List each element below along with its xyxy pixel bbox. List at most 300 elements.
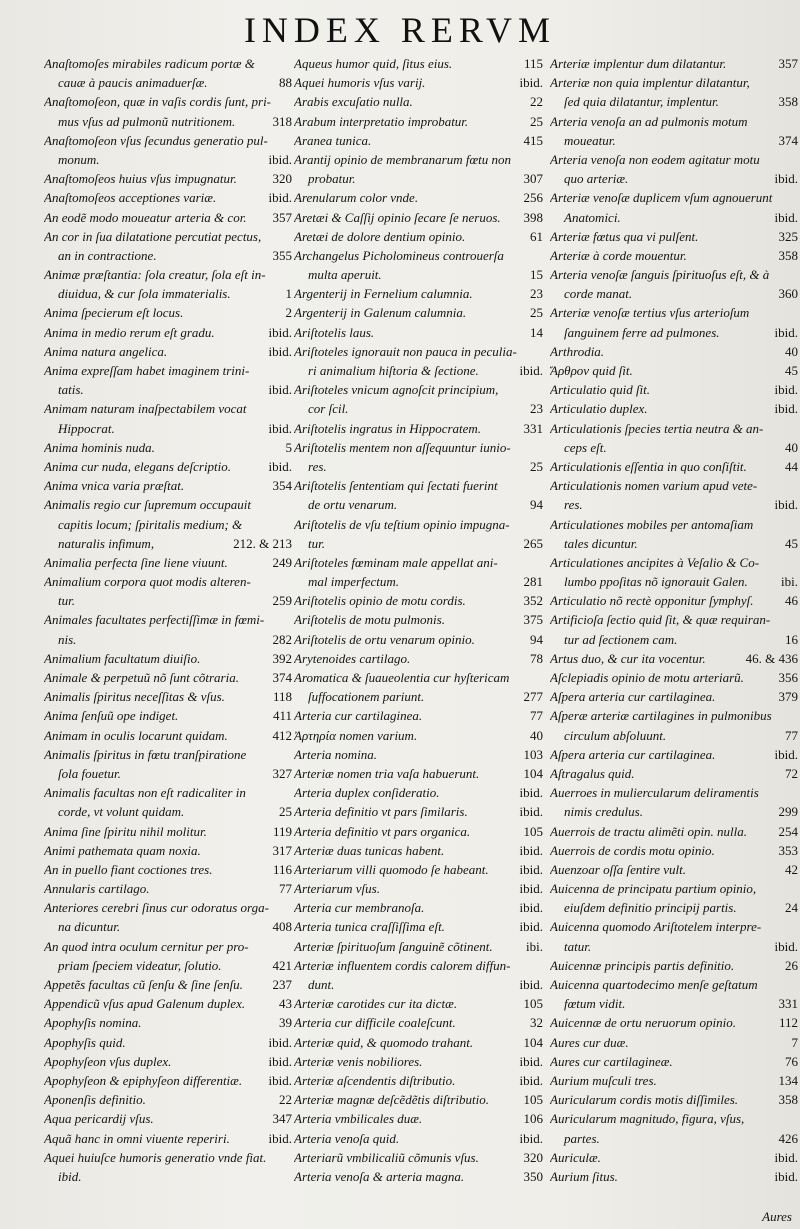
- index-entry-text: Auicenna de principatu partium opinio,: [550, 881, 757, 897]
- index-entry-line: [294, 956, 545, 975]
- index-entry-line: [550, 898, 800, 917]
- index-entry-line: [550, 515, 800, 534]
- index-entry-page-ref: 43: [279, 996, 292, 1012]
- index-entry-line: [44, 534, 294, 553]
- index-entry-page-ref: ibid.: [268, 1072, 292, 1088]
- index-entry-page-ref: 374: [778, 132, 798, 148]
- index-entry-page-ref: 331: [523, 420, 543, 436]
- index-entry-line: [294, 610, 545, 629]
- index-entry-page-ref: ibid.: [774, 746, 798, 762]
- index-entry-line: [550, 994, 800, 1013]
- index-entry-text: An quod intra oculum cernitur per pro-: [44, 938, 249, 954]
- index-entry-line: [550, 879, 800, 898]
- index-entry-page-ref: 44: [785, 458, 798, 474]
- index-entry-line: [550, 917, 800, 936]
- index-entry-text: An eodẽ modo moueatur arteria & cor.: [44, 209, 247, 225]
- index-entry-line: [44, 495, 294, 514]
- index-entry-text: Arteriæ implentur dum dilatantur.: [550, 56, 727, 71]
- index-entry-page-ref: 26: [785, 957, 798, 973]
- index-entry-text: tales dicuntur.: [564, 535, 638, 551]
- index-entry-text: Arteriæ carotides cur ita dictæ.: [294, 996, 458, 1012]
- index-entry-line: [294, 92, 545, 111]
- index-entry-page-ref: 408: [272, 919, 292, 935]
- index-entry-page-ref: 61: [530, 228, 543, 244]
- index-entry-text: Aurium ſitus.: [550, 1168, 618, 1184]
- index-entry-line: [550, 227, 800, 246]
- index-entry-line: [550, 1148, 800, 1167]
- index-entry-page-ref: 45: [785, 363, 798, 378]
- index-entry-text: Hippocrat.: [58, 420, 115, 436]
- index-entry-text: Ariſtotelis mentem non aſſequuntur iunio-: [294, 439, 511, 455]
- index-entry-page-ref: 16: [785, 631, 798, 647]
- index-entry-text: Arabis excuſatio nulla.: [294, 94, 413, 110]
- index-entry-page-ref: ibid.: [268, 151, 292, 167]
- index-entry-line: [44, 879, 294, 898]
- index-entry-line: [550, 706, 800, 725]
- index-entry-text: Aqua pericardij vſus.: [44, 1111, 154, 1127]
- index-entry-text: ſuffocationem pariunt.: [308, 689, 425, 705]
- index-entry-line: [44, 687, 294, 706]
- index-entry-line: [294, 457, 545, 476]
- index-entry-line: [44, 169, 294, 188]
- index-entry-line: [550, 54, 800, 73]
- index-entry-page-ref: ibid.: [519, 881, 543, 897]
- index-entry-page-ref: 22: [530, 94, 543, 110]
- index-entry-line: [294, 860, 545, 879]
- index-entry-page-ref: 40: [785, 343, 798, 359]
- running-head: INDEX RERVM: [243, 10, 557, 50]
- index-entry-line: [550, 937, 800, 956]
- index-entry-page-ref: 299: [778, 804, 798, 820]
- index-entry-page-ref: 358: [778, 94, 798, 110]
- index-entry-text: Anteriores cerebri ſinus cur odoratus orga-: [44, 900, 269, 916]
- index-entry-line: [550, 1109, 800, 1128]
- index-entry-line: [294, 73, 545, 92]
- index-entry-page-ref: 1: [285, 286, 292, 302]
- index-entry-text: tur.: [58, 593, 75, 609]
- index-entry-text: Auicenna quartodecimo menſe geſtatum: [550, 977, 758, 992]
- index-entry-page-ref: 357: [272, 209, 292, 225]
- index-entry-line: [44, 553, 294, 572]
- index-entry-line: [294, 879, 545, 898]
- index-entry-line: [44, 1090, 294, 1109]
- index-entry-line: [294, 188, 545, 207]
- index-entry-line: [550, 687, 800, 706]
- index-entry-page-ref: ibid.: [774, 1168, 798, 1184]
- index-entry-page-ref: 347: [272, 1111, 292, 1127]
- index-entry-line: [294, 112, 545, 131]
- index-entry-text: Anima vnica varia præſtat.: [44, 478, 185, 494]
- index-entry-text: Arteria venoſa non eodem agitatur motu: [550, 151, 760, 167]
- index-entry-text: ſed quia dilatantur, implentur.: [564, 94, 719, 110]
- index-entry-text: naturalis infimum,: [58, 535, 155, 551]
- index-entry-line: [550, 73, 800, 92]
- index-entry-text: Apophyſeon vſus duplex.: [44, 1053, 172, 1069]
- index-entry-text: Anaſtomoſeos huius vſus impugnatur.: [44, 171, 237, 187]
- index-entry-text: Ariſtotelis ſententiam qui ſectati fuerint: [294, 478, 498, 494]
- index-entry-page-ref: 116: [272, 861, 292, 877]
- index-entry-text: res.: [564, 497, 583, 513]
- index-entry-line: [294, 726, 545, 745]
- index-entry-text: eiuſdem definitio principij partis.: [564, 900, 737, 916]
- index-entry-text: Animi pathemata quam noxia.: [44, 842, 201, 858]
- index-entry-line: [44, 457, 294, 476]
- index-entry-line: [294, 131, 545, 150]
- index-entry-page-ref: 356: [778, 670, 798, 685]
- index-entry-text: Artus duo, & cur ita vocentur.: [550, 650, 706, 666]
- index-entry-text: Animalis facultas non eſt radicaliter in: [44, 785, 246, 801]
- index-entry-text: ibid.: [58, 1168, 82, 1184]
- index-entry-line: [294, 1071, 545, 1090]
- index-entry-text: Articulationis ſpecies tertia neutra & an-: [550, 420, 764, 436]
- index-entry-page-ref: 25: [279, 804, 292, 820]
- index-entry-text: Auriculæ.: [550, 1149, 601, 1165]
- index-columns: [44, 54, 800, 1229]
- index-entry-page-ref: 320: [523, 1149, 543, 1165]
- index-entry-page-ref: 353: [778, 842, 798, 858]
- index-entry-text: lumbo ppoſitas nõ ignorauit Galen.: [564, 574, 748, 590]
- index-entry-page-ref: 40: [785, 439, 798, 455]
- index-entry-text: Arabum interpretatio improbatur.: [294, 113, 469, 129]
- index-entry-page-ref: 23: [530, 401, 543, 417]
- index-entry-text: Aromatica & ſuaueolentia cur hyſtericam: [294, 670, 510, 685]
- index-column-2: [294, 54, 545, 1229]
- index-entry-line: [294, 706, 545, 725]
- index-entry-text: Animam naturam inaſpectabilem vocat: [44, 401, 247, 417]
- index-entry-text: Ἀρτηρία nomen varium.: [294, 727, 418, 743]
- index-entry-text: An in puello fiant coctiones tres.: [44, 861, 213, 877]
- index-entry-page-ref: 5: [285, 439, 292, 455]
- index-entry-text: Ariſtotelis de ortu venarum opinio.: [294, 631, 475, 647]
- index-entry-line: [44, 265, 294, 284]
- index-entry-text: Animalis ſpiritus in fœtu tranſpiratione: [44, 746, 247, 762]
- index-entry-line: [550, 1052, 800, 1071]
- index-entry-page-ref: 78: [530, 650, 543, 666]
- index-entry-line: [44, 208, 294, 227]
- index-entry-line: [44, 1148, 294, 1167]
- index-entry-text: Arteria nomina.: [294, 746, 378, 762]
- index-entry-line: [550, 265, 800, 284]
- index-entry-line: [44, 419, 294, 438]
- index-entry-line: [550, 860, 800, 879]
- index-entry-line: [294, 783, 545, 802]
- index-entry-page-ref: ibid.: [519, 977, 543, 992]
- index-entry-line: [44, 898, 294, 917]
- index-entry-page-ref: 282: [272, 631, 292, 647]
- index-entry-line: [294, 323, 545, 342]
- index-entry-text: Articulatio nõ rectè opponitur ſymphyſ.: [550, 593, 754, 609]
- index-entry-line: [294, 208, 545, 227]
- index-entry-text: Anatomici.: [564, 209, 621, 225]
- index-entry-line: [44, 841, 294, 860]
- index-entry-page-ref: 354: [272, 478, 292, 494]
- index-entry-text: Aqueus humor quid, ſitus eius.: [294, 56, 453, 71]
- index-entry-page-ref: 317: [272, 842, 292, 858]
- index-entry-text: Anima cur nuda, elegans deſcriptio.: [44, 458, 232, 474]
- index-entry-line: [550, 649, 800, 668]
- index-entry-page-ref: ibid.: [774, 382, 798, 398]
- index-entry-text: Aquei humoris vſus varij.: [294, 75, 426, 91]
- index-entry-page-ref: 318: [272, 113, 292, 129]
- index-entry-text: Auerroes in muliercularum deliramentis: [550, 785, 759, 801]
- index-entry-line: [44, 438, 294, 457]
- index-entry-text: cauæ à paucis animaduerſæ.: [58, 75, 208, 91]
- index-entry-line: [550, 1033, 800, 1052]
- index-entry-line: [550, 534, 800, 553]
- index-entry-text: Auricularum magnitudo, figura, vſus,: [550, 1111, 745, 1127]
- index-entry-line: [294, 1090, 545, 1109]
- index-entry-text: Arteria venoſa quid.: [294, 1130, 400, 1146]
- index-entry-page-ref: 105: [523, 823, 543, 839]
- index-entry-text: Artificioſa ſectio quid ſit, & quæ requiran-: [550, 612, 771, 628]
- index-entry-text: Arteria definitio vt pars ſimilaris.: [294, 804, 468, 820]
- index-entry-line: [294, 917, 545, 936]
- index-entry-text: Auicenna quomodo Ariſtotelem interpre-: [550, 919, 762, 935]
- index-entry-line: [294, 361, 545, 380]
- index-column-3: [550, 54, 800, 1229]
- index-entry-page-ref: 259: [272, 593, 292, 609]
- index-entry-text: Arteria venoſa an ad pulmonis motum: [550, 113, 748, 129]
- index-entry-page-ref: 265: [523, 535, 543, 551]
- index-entry-line: [44, 342, 294, 361]
- index-entry-line: [44, 649, 294, 668]
- index-entry-line: [550, 1090, 800, 1109]
- index-entry-page-ref: 72: [785, 765, 798, 781]
- index-entry-text: circulum abſoluunt.: [564, 727, 667, 743]
- index-entry-text: Arteriæ venoſæ duplicem vſum agnouerunt: [550, 190, 773, 206]
- index-entry-text: Ariſtoteles ignorauit non pauca in peculia-: [294, 343, 517, 359]
- index-entry-page-ref: 307: [523, 171, 543, 187]
- index-entry-text: Animalium facultatum diuiſio.: [44, 650, 201, 666]
- index-entry-line: [294, 342, 545, 361]
- index-entry-text: Apophyſeon & epiphyſeon differentiæ.: [44, 1072, 243, 1088]
- index-entry-page-ref: 325: [778, 228, 798, 244]
- index-entry-line: [550, 476, 800, 495]
- index-entry-text: tur ad ſectionem cam.: [564, 631, 678, 647]
- index-entry-line: [550, 419, 800, 438]
- index-entry-page-ref: 411: [272, 708, 292, 724]
- index-entry-page-ref: ibid.: [774, 1149, 798, 1165]
- index-entry-line: [550, 169, 800, 188]
- index-entry-text: tatur.: [564, 938, 592, 954]
- index-entry-page-ref: ibid.: [519, 919, 543, 935]
- index-entry-text: Ariſtotelis de vſu teſtium opinio impugna-: [294, 516, 510, 532]
- index-entry-text: Aſpera arteria cur cartilaginea.: [550, 746, 716, 762]
- index-entry-text: Anaſtomoſes mirabiles radicum portæ &: [44, 56, 255, 71]
- index-entry-text: Aponenſis definitio.: [44, 1092, 146, 1108]
- index-entry-page-ref: 39: [279, 1015, 292, 1031]
- index-entry-text: Anima ſpecierum eſt locus.: [44, 305, 184, 321]
- catchword: Aures: [762, 1209, 792, 1224]
- index-entry-page-ref: 256: [523, 190, 543, 206]
- index-entry-text: Anima expreſſam habet imaginem trini-: [44, 363, 250, 378]
- index-entry-line: [44, 150, 294, 169]
- index-entry-text: Arteria venoſa & arteria magna.: [294, 1168, 465, 1184]
- index-entry-page-ref: 398: [523, 209, 543, 225]
- index-entry-line: [44, 726, 294, 745]
- index-entry-line: [294, 54, 545, 73]
- index-entry-text: Aretæi de dolore dentium opinio.: [294, 228, 466, 244]
- index-entry-page-ref: 355: [272, 247, 292, 263]
- index-entry-line: [294, 1129, 545, 1148]
- index-entry-text: Arantij opinio de membranarum fœtu non: [294, 151, 512, 167]
- index-entry-text: Anaſtomoſeos acceptiones variæ.: [44, 190, 217, 206]
- index-entry-text: Articulationis eſſentia in quo conſiſtit.: [550, 458, 747, 474]
- index-entry-line: [44, 284, 294, 303]
- index-entry-text: na dicuntur.: [58, 919, 121, 935]
- index-entry-text: corde manat.: [564, 286, 633, 302]
- index-entry-page-ref: 2: [285, 305, 292, 321]
- index-entry-line: [294, 1033, 545, 1052]
- index-entry-text: partes.: [564, 1130, 600, 1146]
- index-entry-line: [44, 802, 294, 821]
- index-entry-text: an in contractione.: [58, 247, 157, 263]
- index-entry-page-ref: ibid.: [519, 1053, 543, 1069]
- index-entry-text: Arteriæ influentem cordis calorem diffun-: [294, 957, 511, 973]
- index-entry-text: Articulationes ancipites à Veſalio & Co-: [550, 554, 760, 570]
- index-entry-page-ref: 25: [530, 113, 543, 129]
- index-entry-text: Ariſtotelis opinio de motu cordis.: [294, 593, 466, 609]
- index-entry-text: Arteriæ aſcendentis diſtributio.: [294, 1072, 456, 1088]
- index-entry-page-ref: 426: [778, 1130, 798, 1146]
- index-entry-page-ref: ibid.: [268, 1034, 292, 1050]
- index-entry-line: [550, 783, 800, 802]
- index-entry-text: Auicennæ principis partis definitio.: [550, 957, 735, 973]
- index-entry-line: [294, 515, 545, 534]
- index-entry-text: Auicennæ de ortu neruorum opinio.: [550, 1015, 736, 1031]
- index-entry-text: Ariſtoteles fœminam male appellat ani-: [294, 554, 498, 570]
- index-entry-line: [44, 1071, 294, 1090]
- index-entry-text: Arteria tunica craſſiſſima eſt.: [294, 919, 445, 935]
- index-entry-text: Arteria duplex conſideratio.: [294, 785, 440, 801]
- index-entry-page-ref: 104: [523, 1034, 543, 1050]
- index-entry-line: [44, 917, 294, 936]
- index-entry-text: nimis credulus.: [564, 804, 643, 820]
- index-entry-line: [294, 246, 545, 265]
- index-entry-line: [550, 1129, 800, 1148]
- index-entry-text: mus vſus ad pulmonũ nutritionem.: [58, 113, 236, 129]
- index-entry-page-ref: 421: [272, 957, 292, 973]
- index-entry-line: [294, 591, 545, 610]
- index-entry-line: [44, 131, 294, 150]
- index-entry-text: Arteria cur membranoſa.: [294, 900, 425, 916]
- index-entry-text: Auricularum cordis motis diſſimiles.: [550, 1092, 739, 1108]
- index-entry-line: [550, 246, 800, 265]
- index-entry-text: capitis locum; ſpiritalis medium; &: [58, 516, 243, 532]
- index-entry-text: Aures cur duæ.: [550, 1034, 629, 1050]
- index-entry-line: [550, 956, 800, 975]
- index-entry-page-ref: 118: [272, 689, 292, 705]
- index-entry-text: ſola fouetur.: [58, 765, 121, 781]
- index-entry-line: [550, 802, 800, 821]
- index-entry-page-ref: ibid.: [519, 75, 543, 91]
- index-entry-page-ref: 40: [530, 727, 543, 743]
- index-entry-text: Anaſtomoſeon vſus ſecundus generatio pul-: [44, 132, 268, 148]
- index-entry-line: [44, 380, 294, 399]
- index-entry-line: [44, 1129, 294, 1148]
- index-entry-line: [294, 898, 545, 917]
- index-entry-text: Anima hominis nuda.: [44, 439, 155, 455]
- index-entry-page-ref: 105: [523, 1092, 543, 1108]
- index-entry-page-ref: 119: [272, 823, 292, 839]
- index-entry-line: [550, 1013, 800, 1032]
- index-entry-text: Auenzoar oſſa ſentire vult.: [550, 861, 686, 877]
- index-entry-text: Animalis regio cur ſupremum occupauit: [44, 497, 252, 513]
- index-entry-page-ref: 249: [272, 554, 292, 570]
- index-entry-page-ref: 254: [778, 823, 798, 839]
- index-entry-line: [550, 323, 800, 342]
- index-entry-line: [550, 150, 800, 169]
- index-entry-text: Arteriæ venis nobiliores.: [294, 1053, 423, 1069]
- index-entry-page-ref: ibid.: [519, 785, 543, 801]
- index-entry-line: [550, 610, 800, 629]
- index-entry-line: [44, 1109, 294, 1128]
- index-entry-page-ref: 24: [785, 900, 798, 916]
- index-entry-text: Articulatio quid ſit.: [550, 382, 651, 398]
- index-entry-line: [294, 668, 545, 687]
- index-entry-line: [550, 764, 800, 783]
- index-entry-text: Arteriarum vſus.: [294, 881, 380, 897]
- index-entry-line: [44, 783, 294, 802]
- index-entry-line: [44, 323, 294, 342]
- index-entry-page-ref: 46. & 436: [745, 650, 798, 666]
- index-entry-page-ref: 134: [778, 1072, 798, 1088]
- index-entry-text: Arteriæ non quia implentur dilatantur,: [550, 75, 750, 91]
- index-entry-page-ref: 112: [778, 1015, 798, 1031]
- index-entry-text: monum.: [58, 151, 100, 167]
- index-entry-page-ref: 15: [530, 267, 543, 283]
- index-entry-line: [294, 630, 545, 649]
- index-entry-text: Aſtragalus quid.: [550, 765, 635, 781]
- index-entry-text: Apophyſis quid.: [44, 1034, 126, 1050]
- index-entry-text: Annularis cartilago.: [44, 881, 150, 897]
- index-entry-page-ref: 22: [279, 1092, 292, 1108]
- index-entry-page-ref: ibid.: [774, 209, 798, 225]
- index-entry-line: [294, 495, 545, 514]
- index-entry-text: ri animalium hiſtoria & ſectione.: [308, 363, 479, 378]
- index-entry-line: [294, 476, 545, 495]
- index-entry-line: [294, 975, 545, 994]
- index-entry-page-ref: 277: [523, 689, 543, 705]
- index-entry-line: [294, 764, 545, 783]
- index-entry-page-ref: ibid.: [268, 1130, 292, 1146]
- index-entry-line: [44, 515, 294, 534]
- index-entry-text: Aretæi & Caſſij opinio ſecare ſe neruos.: [294, 209, 501, 225]
- index-entry-page-ref: 77: [279, 881, 292, 897]
- index-entry-page-ref: ibi.: [781, 574, 798, 590]
- index-entry-page-ref: 103: [523, 746, 543, 762]
- index-entry-line: [294, 937, 545, 956]
- index-entry-text: Articulationes mobiles per antomaſiam: [550, 516, 754, 532]
- index-entry-text: Arteriæ nomen tria vaſa habuerunt.: [294, 765, 480, 781]
- index-entry-page-ref: 320: [272, 171, 292, 187]
- index-entry-line: [294, 553, 545, 572]
- index-entry-page-ref: 25: [530, 458, 543, 474]
- index-entry-line: [44, 476, 294, 495]
- index-entry-text: quo arteriæ.: [564, 171, 629, 187]
- index-entry-text: Anima ſenſuũ ope indiget.: [44, 708, 179, 724]
- index-entry-text: multa aperuit.: [308, 267, 382, 283]
- index-entry-line: [550, 208, 800, 227]
- index-entry-text: Arteriæ quid, & quomodo trahant.: [294, 1034, 474, 1050]
- index-entry-text: ſanguinem ferre ad pulmones.: [564, 324, 720, 340]
- index-entry-text: Arteriæ venoſæ tertius vſus arterioſum: [550, 305, 750, 321]
- index-entry-text: Anaſtomoſeon, quæ in vaſis cordis ſunt, pri-: [44, 94, 272, 110]
- index-entry-text: mal imperfectum.: [308, 574, 399, 590]
- index-entry-line: [44, 937, 294, 956]
- index-entry-page-ref: 7: [791, 1034, 798, 1050]
- index-entry-page-ref: 331: [778, 996, 798, 1012]
